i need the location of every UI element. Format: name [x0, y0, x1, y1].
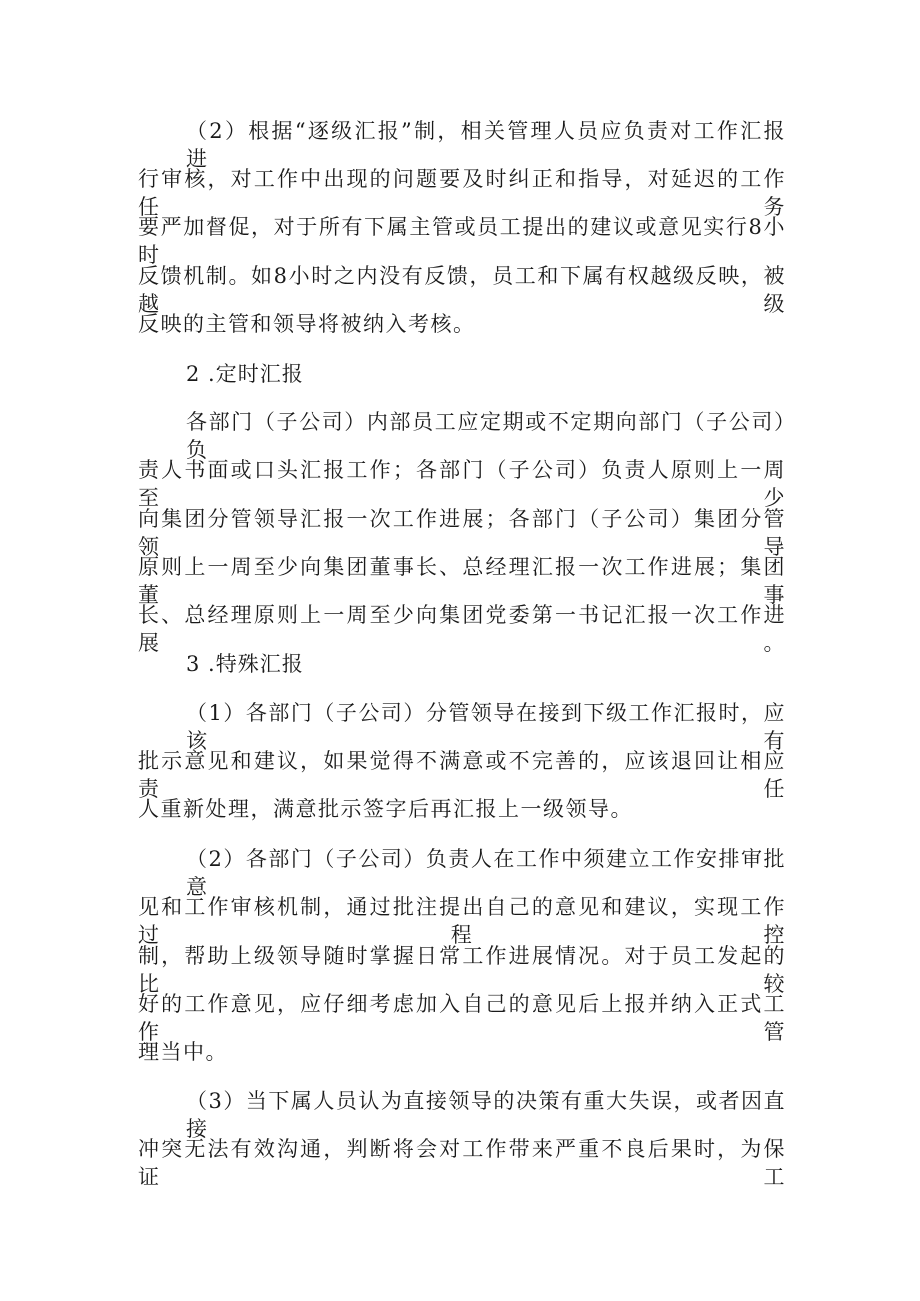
paragraph-5-line-1: （3）当下属人员认为直接领导的决策有重大失误，或者因直接: [186, 1089, 786, 1141]
paragraph-3-line-3: 人重新处理，满意批示签字后再汇报上一级领导。: [138, 797, 633, 821]
paragraph-1-line-2: 行审核，对工作中出现的问题要及时纠正和指导，对延迟的工作任务: [138, 167, 786, 219]
section-heading-2: 2 .定时汇报: [186, 362, 304, 386]
paragraph-4-line-1: （2）各部门（子公司）负责人在工作中须建立工作安排审批意: [186, 847, 786, 899]
paragraph-5-line-2: 冲突无法有效沟通，判断将会对工作带来严重不良后果时，为保证工: [138, 1137, 786, 1189]
paragraph-2-line-1: 各部门（子公司）内部员工应定期或不定期向部门（子公司）负: [186, 410, 786, 462]
section-heading-3: 3 .特殊汇报: [186, 652, 304, 676]
paragraph-2-line-5: 长、总经理原则上一周至少向集团党委第一书记汇报一次工作进展。: [138, 603, 786, 655]
paragraph-1-line-4: 反馈机制。如8小时之内没有反馈，员工和下属有权越级反映，被越级: [138, 264, 786, 316]
paragraph-4-line-3: 制，帮助上级领导随时掌握日常工作进展情况。对于员工发起的比较: [138, 944, 786, 996]
paragraph-2-line-3: 向集团分管领导汇报一次工作进展；各部门（子公司）集团分管领导: [138, 507, 786, 559]
paragraph-4-line-4: 好的工作意见，应仔细考虑加入自己的意见后上报并纳入正式工作管: [138, 992, 786, 1044]
paragraph-1-line-1: （2）根据“逐级汇报”制，相关管理人员应负责对工作汇报进: [186, 119, 786, 171]
paragraph-3-line-1: （1）各部门（子公司）分管领导在接到下级工作汇报时，应该有: [186, 701, 786, 753]
paragraph-3-line-2: 批示意见和建议，如果觉得不满意或不完善的，应该退回让相应责任: [138, 749, 786, 801]
paragraph-1-line-5: 反映的主管和领导将被纳入考核。: [138, 312, 476, 336]
paragraph-4-line-2: 见和工作审核机制，通过批注提出自己的意见和建议，实现工作过程控: [138, 895, 786, 947]
paragraph-1-line-3: 要严加督促，对于所有下属主管或员工提出的建议或意见实行8小时: [138, 215, 786, 267]
paragraph-4-line-5: 理当中。: [138, 1040, 228, 1064]
paragraph-2-line-4: 原则上一周至少向集团董事长、总经理汇报一次工作进展；集团董事: [138, 555, 786, 607]
paragraph-2-line-2: 责人书面或口头汇报工作；各部门（子公司）负责人原则上一周至少: [138, 458, 786, 510]
